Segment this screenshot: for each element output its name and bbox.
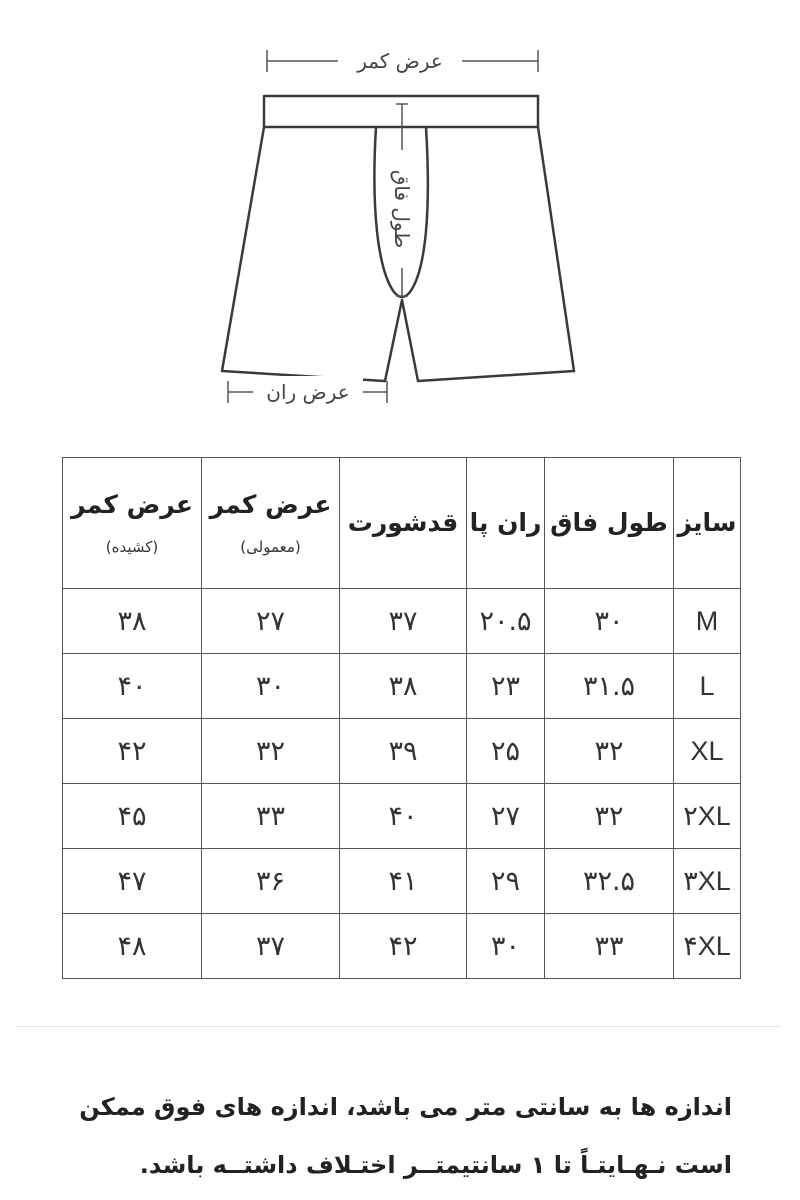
waist-width-label: عرض کمر bbox=[357, 49, 443, 73]
note-line-1: اندازه ها به سانتی متر می باشد، اندازه های فوق ممکن bbox=[79, 1093, 732, 1121]
waistband-outline bbox=[264, 96, 538, 127]
table-cell: ۳۱.۵ bbox=[545, 654, 674, 719]
table-cell: ۳۲ bbox=[545, 719, 674, 784]
header-thigh: ران پا bbox=[467, 458, 545, 589]
table-cell: ۴۲ bbox=[63, 719, 202, 784]
table-header-row bbox=[63, 458, 741, 589]
table-cell: ۳۳ bbox=[202, 784, 340, 849]
table-cell: ۳۲.۵ bbox=[545, 849, 674, 914]
header-size: سایز bbox=[674, 458, 741, 589]
table-cell: ۳۷ bbox=[202, 914, 340, 979]
size-cell: XL bbox=[674, 719, 741, 784]
table-cell: ۴۵ bbox=[63, 784, 202, 849]
table-cell: ۴۲ bbox=[340, 914, 467, 979]
size-cell: ۳XL bbox=[674, 849, 741, 914]
section-divider bbox=[16, 1026, 782, 1027]
table-cell: ۳۰ bbox=[545, 589, 674, 654]
table-cell: ۲۰.۵ bbox=[467, 589, 545, 654]
shorts-measurement-diagram bbox=[0, 0, 800, 420]
header-waist-normal: عرض کمر (معمولی) bbox=[202, 458, 340, 589]
table-cell: ۳۰ bbox=[202, 654, 340, 719]
size-cell: L bbox=[674, 654, 741, 719]
table-cell: ۳۳ bbox=[545, 914, 674, 979]
size-table bbox=[62, 457, 741, 979]
table-cell: ۴۰ bbox=[63, 654, 202, 719]
table-cell: ۳۶ bbox=[202, 849, 340, 914]
table-row bbox=[63, 589, 741, 654]
size-cell: M bbox=[674, 589, 741, 654]
table-cell: ۲۷ bbox=[202, 589, 340, 654]
table-cell: ۴۷ bbox=[63, 849, 202, 914]
table-cell: ۳۹ bbox=[340, 719, 467, 784]
measurement-note bbox=[60, 1078, 732, 1194]
table-cell: ۳۲ bbox=[545, 784, 674, 849]
table-cell: ۴۰ bbox=[340, 784, 467, 849]
header-waist-stretched: عرض کمر (کشیده) bbox=[63, 458, 202, 589]
size-cell: ۲XL bbox=[674, 784, 741, 849]
thigh-width-label: عرض ران bbox=[266, 380, 350, 404]
table-cell: ۲۷ bbox=[467, 784, 545, 849]
crotch-length-label: طول فاق bbox=[390, 169, 414, 249]
table-cell: ۳۲ bbox=[202, 719, 340, 784]
table-cell: ۴۸ bbox=[63, 914, 202, 979]
table-cell: ۳۷ bbox=[340, 589, 467, 654]
table-row bbox=[63, 654, 741, 719]
note-line-2: است نـهـایتـاً تا ۱ سانتیمتــر اختـلاف داشتــه باشد. bbox=[139, 1151, 732, 1179]
table-cell: ۲۵ bbox=[467, 719, 545, 784]
header-short-length: قدشورت bbox=[340, 458, 467, 589]
table-row bbox=[63, 784, 741, 849]
size-cell: ۴XL bbox=[674, 914, 741, 979]
table-row bbox=[63, 914, 741, 979]
table-row bbox=[63, 849, 741, 914]
table-cell: ۳۰ bbox=[467, 914, 545, 979]
table-cell: ۴۱ bbox=[340, 849, 467, 914]
table-cell: ۲۳ bbox=[467, 654, 545, 719]
header-crotch-length: طول فاق bbox=[545, 458, 674, 589]
table-cell: ۳۸ bbox=[63, 589, 202, 654]
table-cell: ۳۸ bbox=[340, 654, 467, 719]
table-cell: ۲۹ bbox=[467, 849, 545, 914]
table-row bbox=[63, 719, 741, 784]
